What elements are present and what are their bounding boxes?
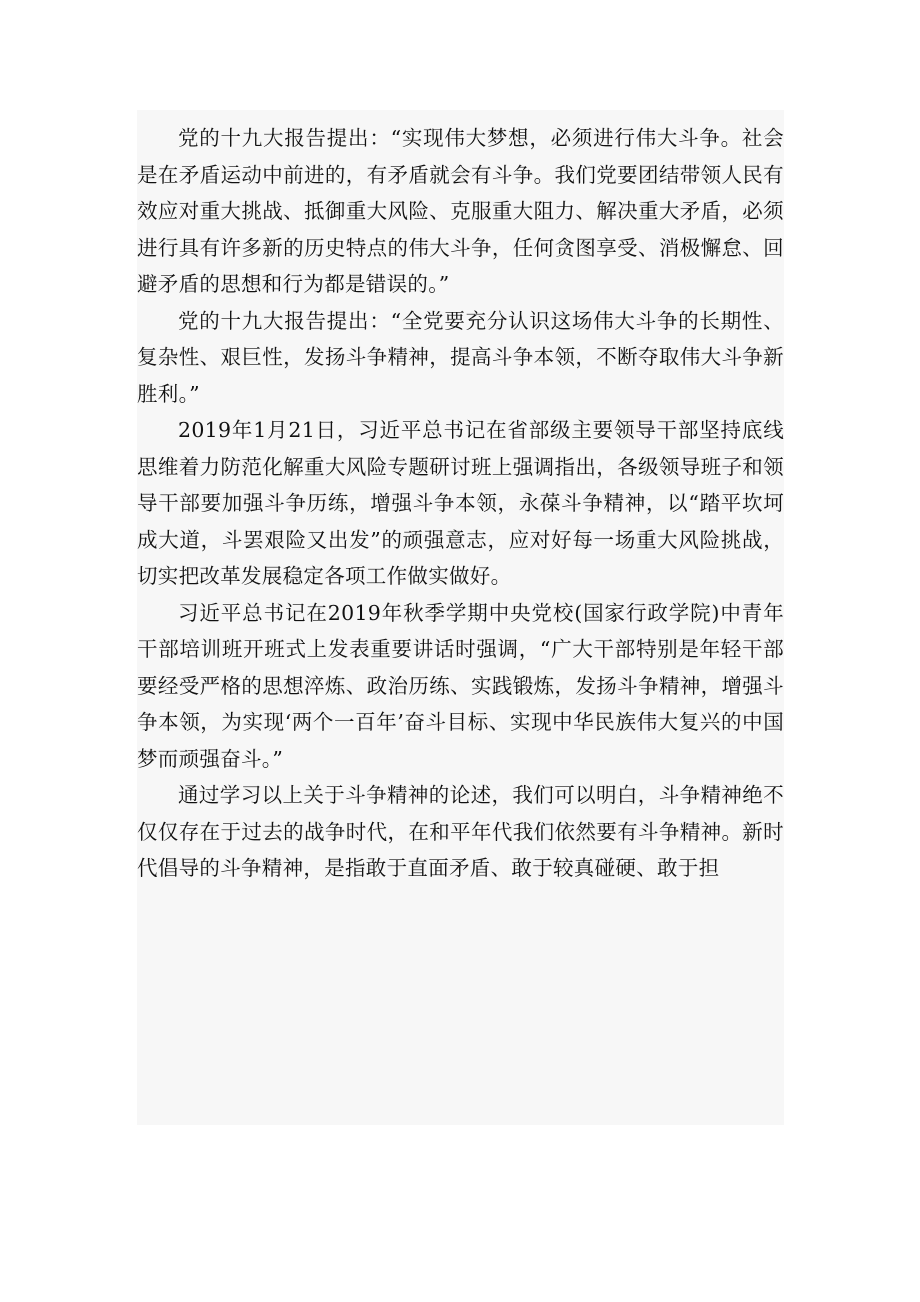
document-text-block — [137, 110, 784, 1125]
paragraph-party-school-speech: 习近平总书记在2019年秋季学期中央党校(国家行政学院)中青年干部培训班开班式上发表重要讲话时强调，“广大干部特别是年轻干部要经受严格的思想淬炼、政治历练、实践锻炼，发扬斗争精神，增强斗争本领，为实现‘两个一百年’奋斗目标、实现中华民族伟大复兴的中国梦而顽强奋斗。” — [137, 600, 784, 771]
paragraph-2019-seminar: 2019年1月21日，习近平总书记在省部级主要领导干部坚持底线思维着力防范化解重大风险专题研讨班上强调指出，各级领导班子和领导干部要加强斗争历练，增强斗争本领，永葆斗争精神，以“踏平坎坷成大道，斗罢艰险又出发”的顽强意志，应对好每一场重大风险挑战，切实把改革发展稳定各项工作做实做好。 — [137, 418, 784, 588]
paragraph-conclusion: 通过学习以上关于斗争精神的论述，我们可以明白，斗争精神绝不仅仅存在于过去的战争时代，在和平年代我们依然要有斗争精神。新时代倡导的斗争精神，是指敢于直面矛盾、敢于较真碰硬、敢于担 — [137, 783, 784, 880]
paragraph-report-quote-struggle: 党的十九大报告提出：“实现伟大梦想，必须进行伟大斗争。社会是在矛盾运动中前进的，有矛盾就会有斗争。我们党要团结带领人民有效应对重大挑战、抵御重大风险、克服重大阻力、解决重大矛盾，必须进行具有许多新的历史特点的伟大斗争，任何贪图享受、消极懈怠、回避矛盾的思想和行为都是错误的。” — [137, 126, 784, 296]
paragraph-report-quote-party: 党的十九大报告提出：“全党要充分认识这场伟大斗争的长期性、复杂性、艰巨性，发扬斗争精神，提高斗争本领，不断夺取伟大斗争新胜利。” — [137, 308, 784, 406]
